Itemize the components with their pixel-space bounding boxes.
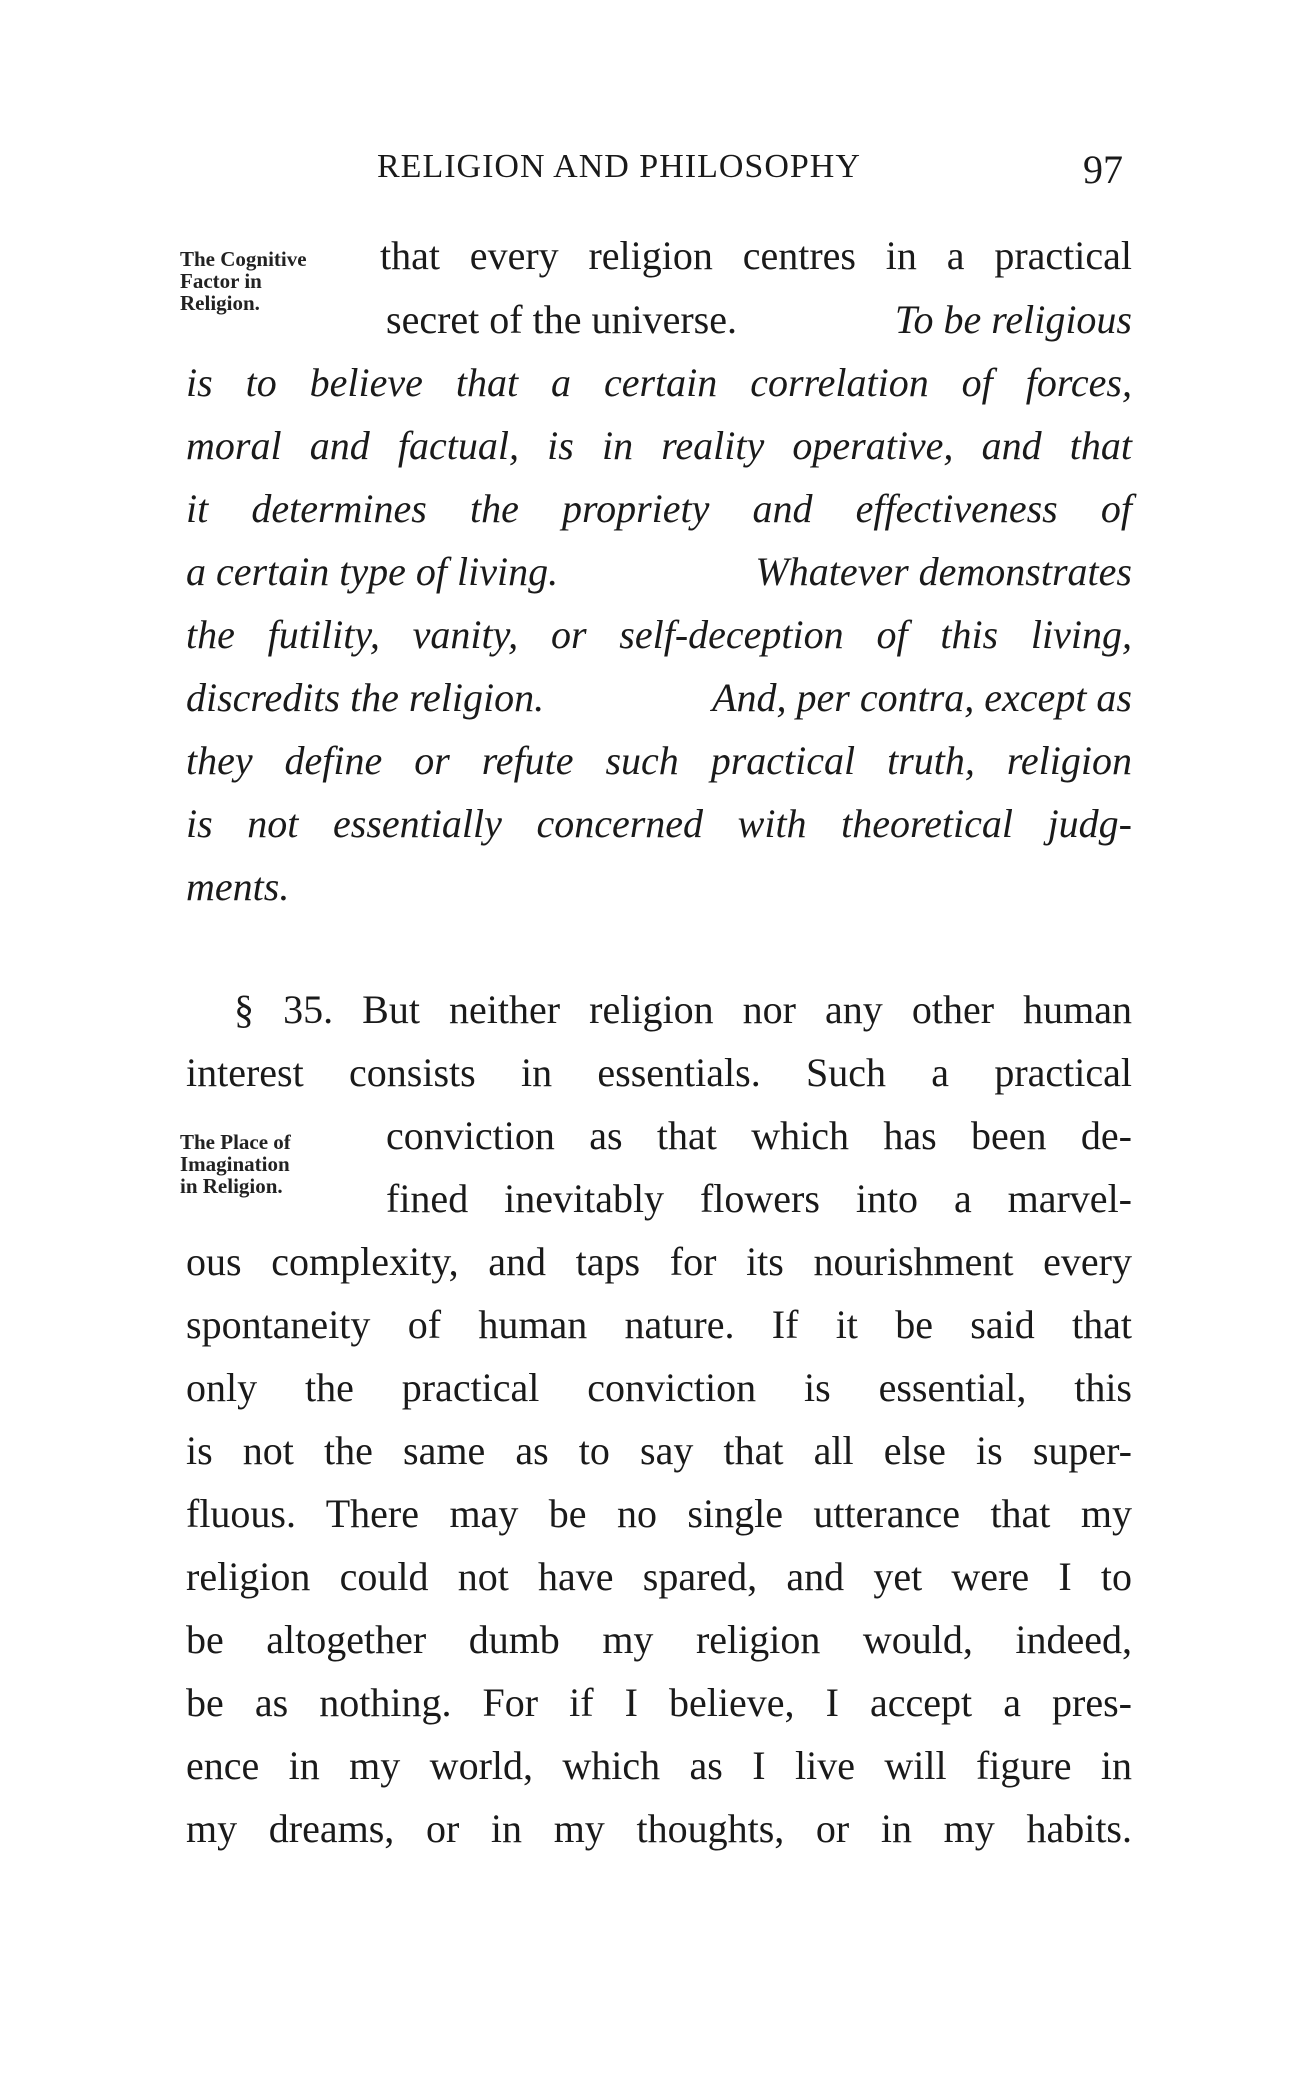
text-line	[386, 290, 1132, 350]
text-line	[186, 542, 1132, 602]
text-line: is to believe that a certain correlation of forces,	[186, 360, 1132, 405]
text-line: be as nothing. For if I believe, I accept a pres-	[186, 1680, 1132, 1725]
text-line: § 35. But neither religion nor any other human	[234, 987, 1132, 1032]
text-line: that every religion centres in a practical	[380, 233, 1132, 278]
text-line: is not essentially concerned with theoretical judg-	[186, 801, 1132, 846]
text-segment-italic: To be religious	[894, 297, 1132, 342]
sidenote-place-of-imagination: The Place of Imagination in Religion.	[180, 1130, 291, 1198]
text-line: is not the same as to say that all else is super-	[186, 1428, 1132, 1473]
text-segment: discredits the religion.	[186, 675, 545, 720]
sidenote-cognitive-factor: The Cognitive Factor in Religion.	[180, 247, 307, 315]
text-line: they define or refute such practical truth, religion	[186, 738, 1132, 783]
text-line: conviction as that which has been de-	[386, 1113, 1132, 1158]
text-segment: a certain type of living.	[186, 549, 559, 594]
page-header	[0, 148, 1292, 198]
text-line: ous complexity, and taps for its nourishment every	[186, 1239, 1132, 1284]
text-line: fined inevitably flowers into a marvel-	[386, 1176, 1132, 1221]
text-segment: Whatever demonstrates	[755, 549, 1132, 594]
text-line: be altogether dumb my religion would, indeed,	[186, 1617, 1132, 1662]
text-line: interest consists in essentials. Such a practical	[186, 1050, 1132, 1095]
text-segment: secret of the universe.	[386, 297, 737, 342]
text-line: ments.	[186, 864, 290, 909]
text-line: my dreams, or in my thoughts, or in my habits.	[186, 1806, 1132, 1851]
text-line: the futility, vanity, or self-deception of this living,	[186, 612, 1132, 657]
text-line: ence in my world, which as I live will figure in	[186, 1743, 1132, 1788]
text-line: moral and factual, is in reality operative, and that	[186, 423, 1132, 468]
text-line	[186, 668, 1132, 728]
text-line: religion could not have spared, and yet were I to	[186, 1554, 1132, 1599]
text-line: it determines the propriety and effectiveness of	[186, 486, 1132, 531]
text-segment: And, per contra, except as	[712, 675, 1132, 720]
running-title: RELIGION AND PHILOSOPHY	[377, 148, 861, 185]
text-line: spontaneity of human nature. If it be said that	[186, 1302, 1132, 1347]
text-line: only the practical conviction is essential, this	[186, 1365, 1132, 1410]
text-line: fluous. There may be no single utterance that my	[186, 1491, 1132, 1536]
page-number: 97	[1083, 147, 1123, 192]
